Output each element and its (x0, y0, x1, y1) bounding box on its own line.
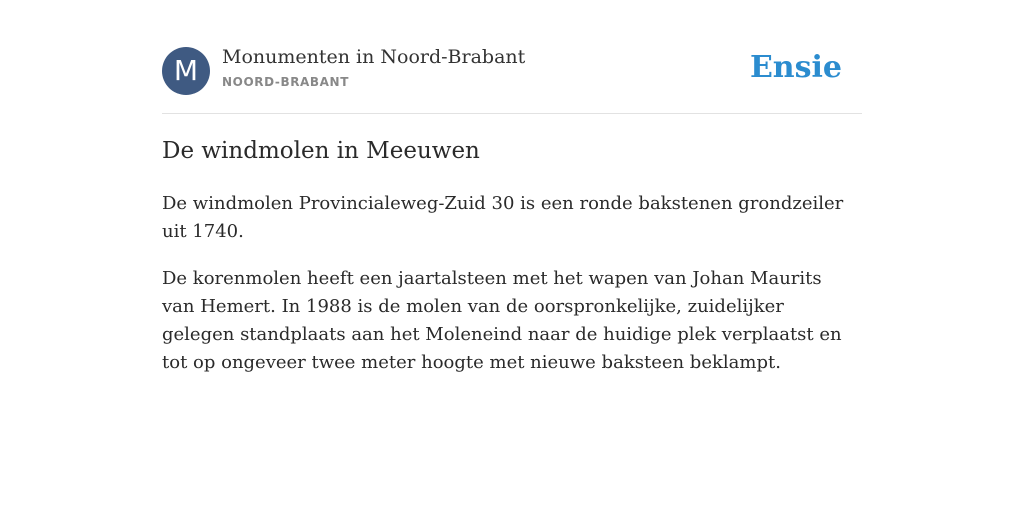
avatar[interactable]: M (162, 47, 210, 95)
header-divider (162, 113, 862, 114)
source-region-label: NOORD-BRABANT (222, 75, 349, 89)
source-name-link[interactable]: Monumenten in Noord-Brabant (222, 46, 526, 68)
article-title: De windmolen in Meeuwen (162, 138, 480, 164)
article-paragraph: De korenmolen heeft een jaartalsteen met het wapen van Johan Maurits van Hemert. In 1988 is de molen van de oorspronkelijke, zuidelijker gelegen standplaats aan het Moleneind naar de huidige plek verplaatst en tot op ongeveer twee meter hoogte met nieuwe baksteen beklampt. (162, 268, 842, 373)
ensie-logo-link[interactable]: Ensie (749, 50, 842, 85)
source-header (162, 46, 862, 96)
article-body (162, 190, 852, 396)
article-paragraph: De windmolen Provincialeweg-Zuid 30 is een ronde bakstenen grondzeiler uit 1740. (162, 193, 844, 242)
